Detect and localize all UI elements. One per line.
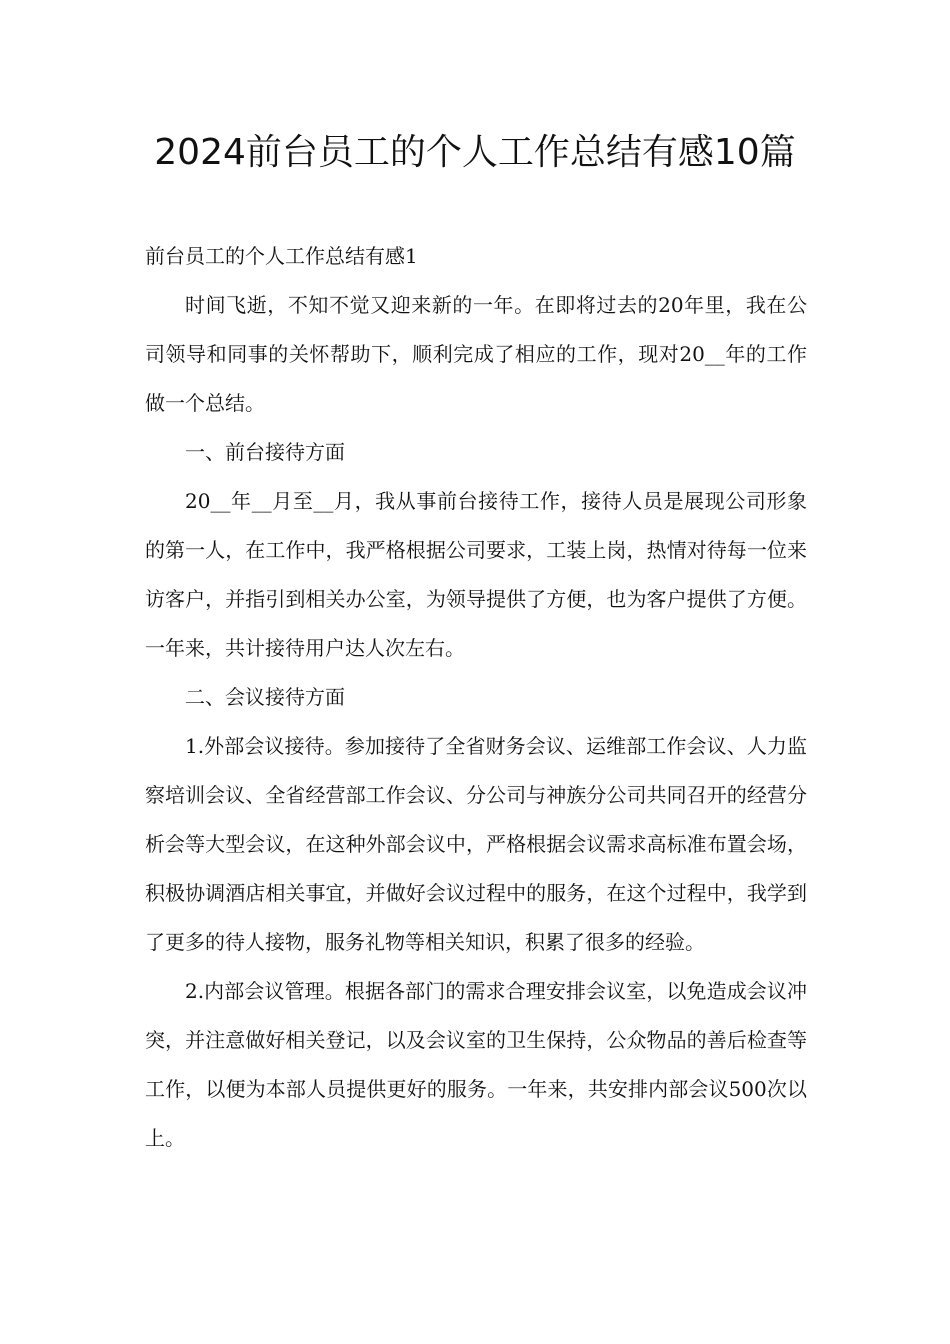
document-title: 2024前台员工的个人工作总结有感10篇 [154,132,796,173]
paragraph-internal-meetings: 2.内部会议管理。根据各部门的需求合理安排会议室，以免造成会议冲突，并注意做好相关登记，以及会议室的卫生保持，公众物品的善后检查等工作，以便为本部人员提供更好的服务。一年来，共安排内部会议500次以上。 [145,979,807,1150]
paragraph-reception: 20__年__月至__月，我从事前台接待工作，接待人员是展现公司形象的第一人，在工作中，我严格根据公司要求，工装上岗，热情对待每一位来访客户，并指引到相关办公室，为领导提供了方便，也为客户提供了方便。一年来，共计接待用户达人次左右。 [145,489,807,660]
document-body [145,232,807,1163]
paragraph-external-meetings: 1.外部会议接待。参加接待了全省财务会议、运维部工作会议、人力监察培训会议、全省经营部工作会议、分公司与神族分公司共同召开的经营分析会等大型会议，在这种外部会议中，严格根据会议需求高标准布置会场，积极协调酒店相关事宜，并做好会议过程中的服务，在这个过程中，我学到了更多的待人接物，服务礼物等相关知识，积累了很多的经验。 [145,734,807,954]
paragraph-intro: 时间飞逝，不知不觉又迎来新的一年。在即将过去的20年里，我在公司领导和同事的关怀帮助下，顺利完成了相应的工作，现对20__年的工作做一个总结。 [145,293,807,415]
subheading-reception: 一、前台接待方面 [185,440,345,464]
subheading-meetings: 二、会议接待方面 [185,685,345,709]
section-heading: 前台员工的个人工作总结有感1 [145,244,418,268]
